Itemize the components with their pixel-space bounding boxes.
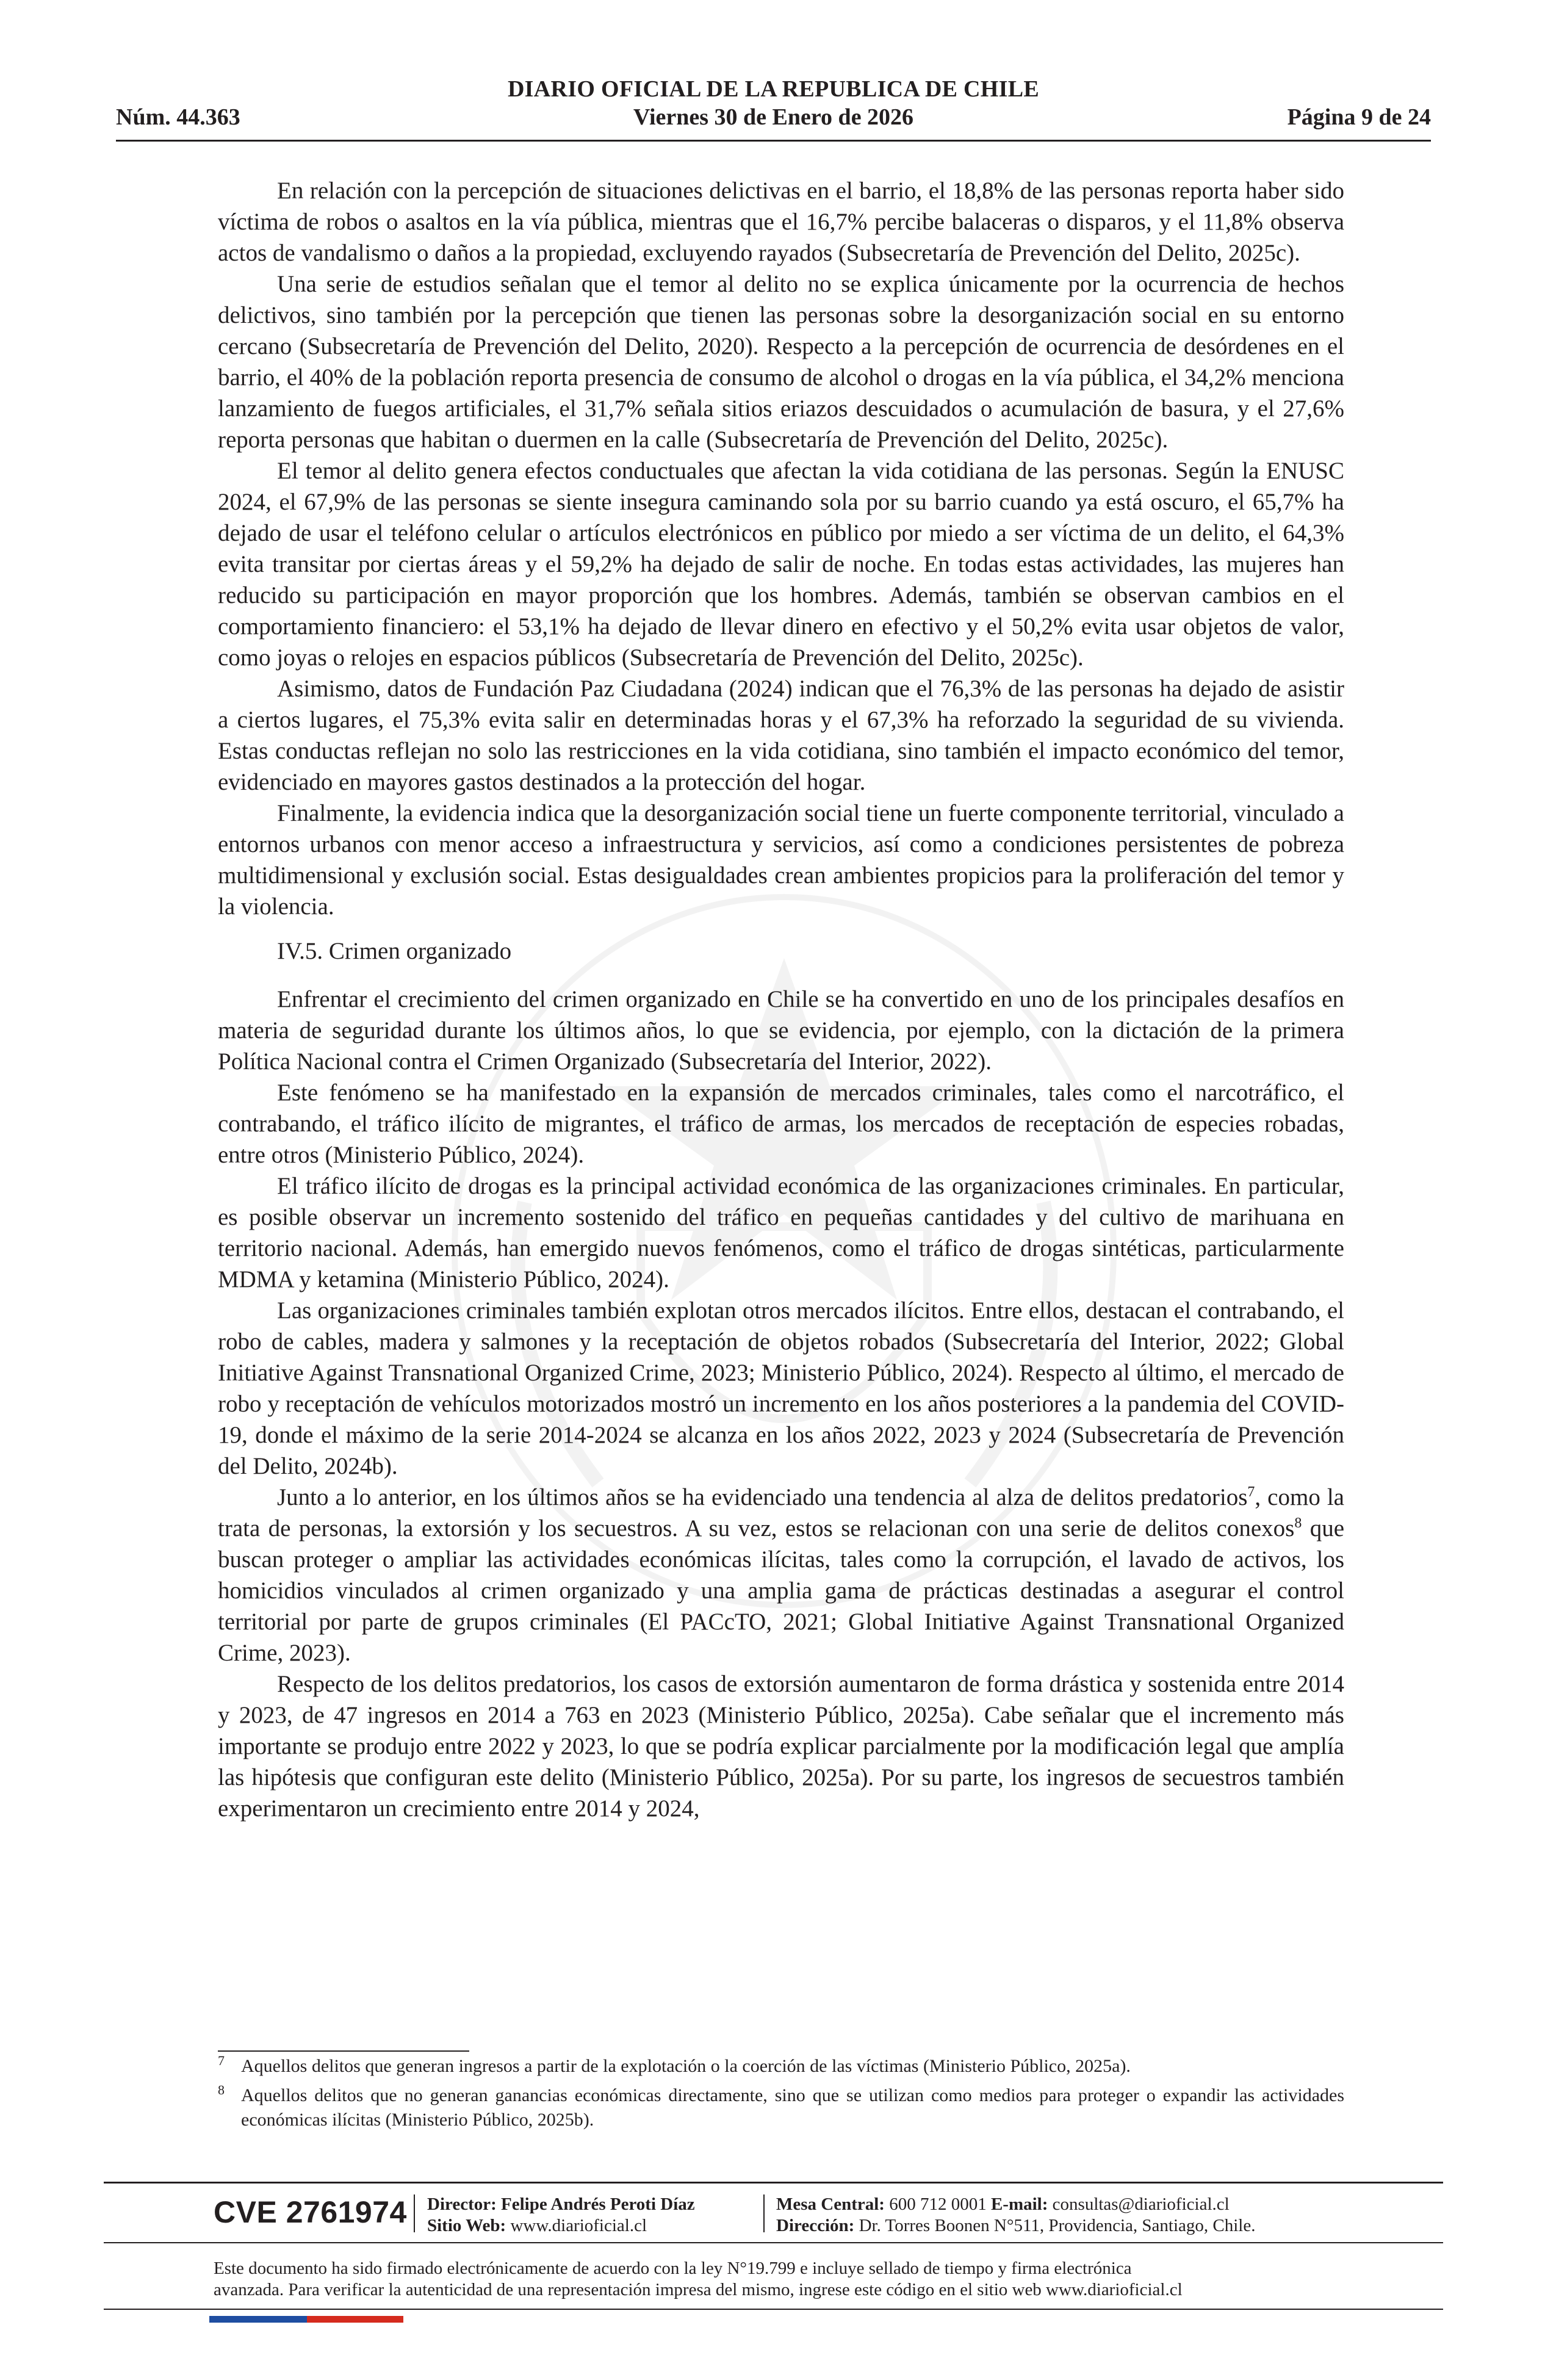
footnote: 7 Aquellos delitos que generan ingresos a partir de la explotación o la coerción de las víctimas (Ministerio Público, 2025a).: [218, 2053, 1131, 2076]
header-row: [116, 104, 1431, 134]
paragraph: En relación con la percepción de situaciones delictivas en el barrio, el 18,8% de las personas reporta haber sido víctima de robos o asaltos en la vía pública, mientras que el 16,7% percibe balaceras o disparos, y el 11,8% observa actos de vandalismo o daños a la propiedad, excluyendo rayados (Subsecretaría de Prevención del Delito, 2025c).: [218, 178, 1344, 266]
email-link[interactable]: consultas@diarioficial.cl: [1052, 2194, 1230, 2214]
footer-separator: [763, 2194, 765, 2232]
footnote-ref-7[interactable]: 7: [1247, 1484, 1255, 1500]
address-value: Dr. Torres Boonen N°511, Providencia, Santiago, Chile.: [859, 2216, 1256, 2235]
page-number: Página 9 de 24: [1287, 104, 1431, 130]
paragraph: El tráfico ilícito de drogas es la principal actividad económica de las organizaciones criminales. En particular, es posible observar un incremento sostenido del tráfico en pequeñas cantidades y del cultivo de marihuana en territorio nacional. Además, han emergido nuevos fenómenos, como el tráfico de drogas sintéticas, particularmente MDMA y ketamina (Ministerio Público, 2024).: [218, 1173, 1344, 1293]
publication-title: DIARIO OFICIAL DE LA REPUBLICA DE CHILE: [507, 76, 1040, 102]
footer-contact-block: [776, 2194, 1255, 2237]
footer-bottom-divider: [104, 2309, 1443, 2310]
footer-top-divider: [104, 2182, 1443, 2183]
footnotes: [218, 2054, 1344, 2137]
footnote-ref-8[interactable]: 8: [1294, 1515, 1302, 1531]
paragraph: Respecto de los delitos predatorios, los casos de extorsión aumentaron de forma drástica y sostenida entre 2014 y 2023, de 47 ingresos en 2014 a 763 en 2023 (Ministerio Público, 2025a). Cabe señalar que el incremento más importante se produjo entre 2022 y 2023, lo que se podría explicar parcialmente por la modificación legal que amplía las hipótesis que configuran este delito (Ministerio Público, 2025a). Por su parte, los ingresos de secuestros también experimentaron un crecimiento entre 2014 y 2024,: [218, 1671, 1344, 1822]
paragraph-text: , como la trata de personas, la extorsión y los secuestros. A su vez, estos se relacionan con una serie de delitos conexos: [218, 1484, 1344, 1542]
paragraph: Finalmente, la evidencia indica que la desorganización social tiene un fuerte componente territorial, vinculado a entornos urbanos con menor acceso a infraestructura y servicios, así como a condiciones persistentes de pobreza multidimensional y exclusión social. Estas desigualdades crean ambientes propicios para la proliferación del temor y la violencia.: [218, 800, 1344, 920]
footnote-divider: [218, 2050, 469, 2052]
paragraph-text: que buscan proteger o ampliar las actividades económicas ilícitas, tales como la corrupción, el lavado de activos, los homicidios vinculados al crimen organizado y una amplia gama de prácticas destinadas a asegurar el control territorial por parte de grupos criminales (El PACcTO, 2021; Global Initiative Against Transnational Organized Crime, 2023).: [218, 1515, 1344, 1666]
footnote: 8 Aquellos delitos que no generan ganancias económicas directamente, sino que se utilizan como medios para proteger o expandir las actividades económicas ilícitas (Ministerio Público, 2025b).: [218, 2082, 1344, 2130]
page-header: [116, 76, 1431, 146]
flag-red-band: [307, 2316, 403, 2323]
signature-note-line: Este documento ha sido firmado electrónicamente de acuerdo con la ley N°19.799 e incluye sellado de tiempo y firma electrónica: [214, 2259, 1132, 2278]
footnote-text: Aquellos delitos que generan ingresos a partir de la explotación o la coerción de las víctimas (Ministerio Público, 2025a).: [241, 2056, 1131, 2076]
director-label: Director:: [427, 2194, 497, 2214]
issue-number: Núm. 44.363: [116, 104, 240, 130]
paragraph: [218, 1482, 1344, 1668]
email-label: E-mail:: [990, 2194, 1048, 2214]
central-label: Mesa Central:: [776, 2194, 885, 2214]
paragraph: Este fenómeno se ha manifestado en la expansión de mercados criminales, tales como el narcotráfico, el contrabando, el tráfico ilícito de migrantes, el tráfico de armas, los mercados de receptación de especies robadas, entre otros (Ministerio Público, 2024).: [218, 1080, 1344, 1168]
flag-stripe: [209, 2316, 403, 2323]
paragraph-text: Junto a lo anterior, en los últimos años se ha evidenciado una tendencia al alza de delitos predatorios: [277, 1484, 1248, 1510]
website-link[interactable]: www.diarioficial.cl: [510, 2216, 647, 2235]
signature-note-line: avanzada. Para verificar la autenticidad de una representación impresa del mismo, ingrese este código en el sitio web www.diarioficial.cl: [214, 2280, 1183, 2299]
address-label: Dirección:: [776, 2216, 855, 2235]
footnote-text: Aquellos delitos que no generan ganancias económicas directamente, sino que se utilizan como medios para proteger o expandir las actividades económicas ilícitas (Ministerio Público, 2025b).: [241, 2085, 1344, 2130]
footer-separator: [414, 2194, 415, 2232]
paragraph: Enfrentar el crecimiento del crimen organizado en Chile se ha convertido en uno de los principales desafíos en materia de seguridad durante los últimos años, lo que se evidencia, por ejemplo, con la dictación de la primera Política Nacional contra el Crimen Organizado (Subsecretaría del Interior, 2022).: [218, 986, 1344, 1075]
issue-date: Viernes 30 de Enero de 2026: [633, 104, 914, 130]
header-divider: [116, 140, 1431, 142]
flag-blue-band: [209, 2316, 307, 2323]
paragraph: Asimismo, datos de Fundación Paz Ciudadana (2024) indican que el 76,3% de las personas ha dejado de asistir a ciertos lugares, el 75,3% evita salir en determinadas horas y el 67,3% ha reforzado la seguridad de su vivienda. Estas conductas reflejan no solo las restricciones en la vida cotidiana, sino también el impacto económico del temor, evidenciado en mayores gastos destinados a la protección del hogar.: [218, 676, 1344, 795]
footer-signature-note: [214, 2258, 1324, 2301]
section-heading: IV.5. Crimen organizado: [277, 938, 512, 964]
footer-middle-divider: [104, 2242, 1443, 2243]
document-body: [218, 175, 1344, 1824]
paragraph: Una serie de estudios señalan que el temor al delito no se explica únicamente por la ocurrencia de hechos delictivos, sino también por la percepción que tienen las personas sobre la desorganización social en su entorno cercano (Subsecretaría de Prevención del Delito, 2020). Respecto a la percepción de ocurrencia de desórdenes en el barrio, el 40% de la población reporta presencia de consumo de alcohol o drogas en la vía pública, el 34,2% menciona lanzamiento de fuegos artificiales, el 31,7% señala sitios eriazos descuidados o acumulación de basura, y el 27,6% reporta personas que habitan o duermen en la calle (Subsecretaría de Prevención del Delito, 2025c).: [218, 271, 1344, 453]
paragraph: Las organizaciones criminales también explotan otros mercados ilícitos. Entre ellos, destacan el contrabando, el robo de cables, madera y salmones y la receptación de objetos robados (Subsecretaría del Interior, 2022; Global Initiative Against Transnational Organized Crime, 2023; Ministerio Público, 2024). Respecto al último, el mercado de robo y receptación de vehículos motorizados mostró un incremento en los años posteriores a la pandemia del COVID-19, donde el máximo de la serie 2014-2024 se alcanza en los años 2022, 2023 y 2024 (Subsecretaría de Prevención del Delito, 2024b).: [218, 1297, 1344, 1479]
paragraph: El temor al delito genera efectos conductuales que afectan la vida cotidiana de las personas. Según la ENUSC 2024, el 67,9% de las personas se siente insegura caminando sola por su barrio cuando ya está oscuro, el 65,7% ha dejado de usar el teléfono celular o artículos electrónicos en público por miedo a ser víctima de un delito, el 64,3% evita transitar por ciertas áreas y el 59,2% ha dejado de salir de noche. En todas estas actividades, las mujeres han reducido su participación en mayor proporción que los hombres. Además, también se observan cambios en el comportamiento financiero: el 53,1% ha dejado de llevar dinero en efectivo y el 50,2% evita usar objetos de valor, como joyas o relojes en espacios públicos (Subsecretaría de Prevención del Delito, 2025c).: [218, 458, 1344, 671]
cve-code: CVE 2761974: [214, 2195, 407, 2229]
central-phone: 600 712 0001: [889, 2194, 987, 2214]
footer-director-block: [427, 2194, 695, 2237]
website-label: Sitio Web:: [427, 2216, 506, 2235]
director-name: Felipe Andrés Peroti Díaz: [501, 2194, 695, 2214]
